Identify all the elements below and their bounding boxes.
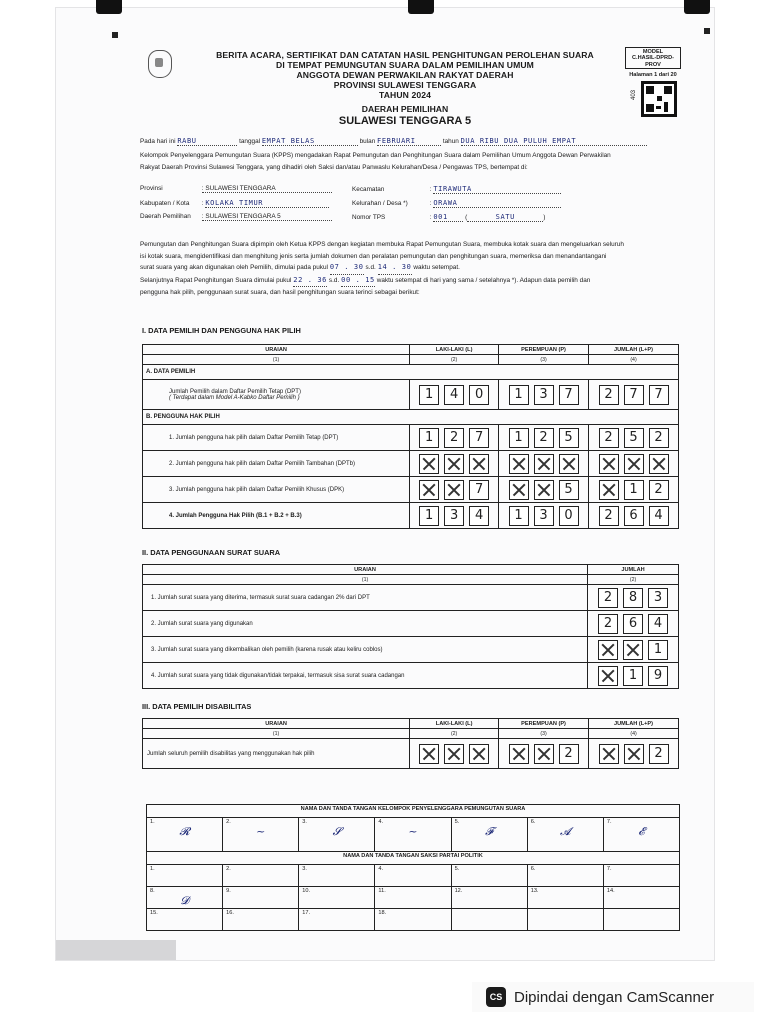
crossed-box[interactable]: [623, 640, 643, 660]
digit-box[interactable]: 0: [559, 506, 579, 526]
model-line: PROV: [645, 61, 661, 68]
crossed-box[interactable]: [509, 480, 529, 500]
digit-box[interactable]: 2: [599, 506, 619, 526]
saksi-signature-slot[interactable]: [603, 865, 679, 887]
saksi-signature-slot[interactable]: [375, 909, 451, 931]
table-row: [143, 663, 679, 689]
slot-number: 1.: [150, 866, 155, 872]
digit-box[interactable]: 2: [444, 428, 464, 448]
kpps-signature-slot[interactable]: [147, 818, 223, 852]
slot-number: 4.: [378, 819, 384, 825]
binder-clip: [96, 0, 122, 14]
col-number: (2): [588, 575, 679, 585]
digit-box[interactable]: 6: [624, 506, 644, 526]
table-row: [143, 425, 679, 451]
crossed-box[interactable]: [624, 454, 644, 474]
digit-box[interactable]: 1: [623, 666, 643, 686]
slot-number: 8.: [150, 888, 155, 894]
col-header: JUMLAH (L+P): [589, 719, 679, 729]
slot-number: 14.: [606, 888, 615, 894]
col-number: (2): [410, 729, 499, 739]
saksi-signature-slot[interactable]: [603, 887, 679, 909]
saksi-signature-slot[interactable]: [223, 909, 299, 931]
body-line: pengguna hak pilih, penggunaan surat suara, dan hasil penghitungan suara terinci sebagai berikut:: [140, 289, 420, 297]
digit-box[interactable]: 3: [444, 506, 464, 526]
row-label: 2. Jumlah surat suara yang digunakan: [143, 611, 588, 637]
saksi-signature-slot[interactable]: [603, 909, 679, 931]
kpps-signature-slot[interactable]: [375, 818, 451, 852]
col-number: (4): [589, 729, 679, 739]
saksi-signature-slot[interactable]: [299, 909, 375, 931]
col-header: JUMLAH (L+P): [589, 345, 679, 355]
slot-number: 2.: [226, 866, 231, 872]
digit-box[interactable]: 2: [559, 744, 579, 764]
table-row: [143, 477, 679, 503]
row-label: 4. Jumlah Pengguna Hak Pilih (B.1 + B.2 + B.3): [143, 503, 410, 529]
digit-box[interactable]: 2: [598, 588, 618, 608]
kabupaten-row: Kabupaten / Kota : KOLAKA TIMUR: [140, 199, 329, 208]
table-row: [143, 611, 679, 637]
category-b: B. PENGGUNA HAK PILIH: [143, 410, 679, 425]
slot-number: 11.: [378, 888, 386, 894]
scanner-text: Dipindai dengan CamScanner: [514, 988, 715, 1006]
side-code: 403: [631, 89, 638, 101]
digit-box[interactable]: 5: [624, 428, 644, 448]
digit-box[interactable]: 3: [648, 588, 668, 608]
sd-label: s.d.: [328, 276, 340, 284]
crossed-box[interactable]: [509, 744, 529, 764]
provinsi-value[interactable]: : SULAWESI TENGGARA: [202, 185, 332, 193]
col-header: URAIAN: [143, 345, 410, 355]
saksi-signature-slot[interactable]: [223, 887, 299, 909]
kpps-signature-slot[interactable]: [223, 818, 299, 852]
title-line: PROVINSI SULAWESI TENGGARA: [333, 80, 477, 90]
digit-box[interactable]: 2: [649, 480, 669, 500]
crossed-box[interactable]: [469, 744, 489, 764]
crossed-box[interactable]: [444, 480, 464, 500]
saksi-signature-slot[interactable]: [147, 865, 223, 887]
kpps-signature-slot[interactable]: [527, 818, 603, 852]
digit-box[interactable]: 1: [419, 428, 439, 448]
signature-mark: 𝓔: [638, 825, 645, 838]
page-number: Halaman 1 dari 20: [629, 72, 677, 78]
voter-data-table: [142, 344, 679, 529]
crossed-box[interactable]: [559, 454, 579, 474]
body-text: Selanjutnya Rapat Penghitungan Suara dimulai pukul: [140, 276, 292, 284]
section3-title: III. DATA PEMILIH DISABILITAS: [142, 702, 252, 711]
saksi-signature-slot[interactable]: [375, 865, 451, 887]
sd-label: s.d.: [365, 264, 376, 272]
digit-box[interactable]: 1: [624, 480, 644, 500]
section1-title: I. DATA PEMILIH DAN PENGGUNA HAK PILIH: [142, 326, 301, 335]
saksi-signature-slot[interactable]: [299, 887, 375, 909]
ballot-usage-table: [142, 564, 679, 689]
body-text: waktu setempat.: [413, 264, 460, 272]
crossed-box[interactable]: [534, 480, 554, 500]
col-header: URAIAN: [143, 719, 410, 729]
crossed-box[interactable]: [624, 744, 644, 764]
table-row: [143, 503, 679, 529]
crossed-box[interactable]: [419, 744, 439, 764]
crossed-box[interactable]: [419, 454, 439, 474]
slot-number: 2.: [226, 819, 231, 825]
saksi-signature-slot[interactable]: [527, 865, 603, 887]
tahun-field[interactable]: DUA RIBU DUA PULUH EMPAT: [461, 137, 647, 146]
jumlah-cell: [589, 380, 679, 410]
tps-number-field[interactable]: 001: [433, 213, 463, 222]
saksi-signature-slot[interactable]: [375, 887, 451, 909]
table-row: [143, 585, 679, 611]
kpu-logo: [148, 50, 172, 78]
title-line: ANGGOTA DEWAN PERWAKILAN RAKYAT DAERAH: [296, 70, 514, 80]
saksi-title: NAMA DAN TANDA TANGAN SAKSI PARTAI POLITIK: [147, 852, 680, 865]
saksi-signature-slot[interactable]: [527, 909, 603, 931]
kabupaten-label: Kabupaten / Kota: [140, 200, 190, 207]
digit-box[interactable]: 8: [623, 588, 643, 608]
saksi-signature-slot[interactable]: [451, 887, 527, 909]
kecamatan-row: Kecamatan : TIRAWUTA: [352, 185, 561, 194]
saksi-signature-slot[interactable]: [527, 887, 603, 909]
col-header: PEREMPUAN (P): [499, 719, 589, 729]
procedure-paragraph: [140, 239, 685, 299]
scan-mark: [704, 28, 710, 34]
section2-title: II. DATA PENGGUNAAN SURAT SUARA: [142, 548, 281, 557]
binder-clip: [684, 0, 710, 14]
tahun-label: tahun: [442, 138, 459, 145]
intro-line: Rakyat Daerah Provinsi Sulawesi Tenggara, yang dihadiri oleh Saksi dan/atau Panwaslu Kelurahan/Desa / Pengawas TPS, bertempat di:: [140, 163, 528, 171]
category-a: A. DATA PEMILIH: [143, 365, 679, 380]
kpps-signature-slot[interactable]: [299, 818, 375, 852]
dapil-label: Daerah Pemilihan: [140, 213, 191, 220]
row-label: 2. Jumlah pengguna hak pilih dalam Daftar Pemilih Tambahan (DPTb): [143, 451, 410, 477]
slot-number: 6.: [530, 866, 536, 872]
body-text: waktu setempat di hari yang sama / setelahnya *). Adapun data pemilih dan: [376, 276, 591, 284]
col-header: LAKI-LAKI (L): [410, 719, 499, 729]
title-line: BERITA ACARA, SERTIFIKAT DAN CATATAN HASIL PENGHITUNGAN PEROLEHAN SUARA: [216, 50, 594, 60]
col-header: JUMLAH: [588, 565, 679, 575]
crossed-box[interactable]: [599, 454, 619, 474]
col-number: (1): [143, 729, 410, 739]
digit-box[interactable]: 2: [599, 428, 619, 448]
slot-number: 6.: [530, 819, 536, 825]
col-header: URAIAN: [143, 565, 588, 575]
body-line-time: [140, 262, 685, 275]
slot-number: 18.: [378, 910, 387, 916]
model-line: C.HASIL-DPRD-: [632, 55, 674, 62]
crossed-box[interactable]: [444, 454, 464, 474]
body-line: isi kotak suara, mengidentifikasi dan menghitung jenis serta jumlah dokumen dan peralatan pemungutan dan penghitungan suara, memeriksa dan menandantangani: [140, 252, 607, 260]
crossed-box[interactable]: [598, 640, 618, 660]
digit-box[interactable]: 1: [648, 640, 668, 660]
slot-number: 5.: [454, 819, 460, 825]
kelurahan-label: Kelurahan / Desa *): [352, 200, 408, 207]
body-line: Pemungutan dan Penghitungan Suara dipimpin oleh Ketua KPPS dengan kegiatan membuka Rapat Pemungutan Suara, membuka kotak suara dan mengeluarkan seluruh: [140, 241, 624, 248]
digit-box[interactable]: 4: [648, 614, 668, 634]
signature-mark: 𝓓: [180, 894, 189, 907]
crossed-box[interactable]: [444, 744, 464, 764]
crossed-box[interactable]: [534, 744, 554, 764]
dapil-row: [140, 213, 332, 221]
camscanner-icon: CS: [486, 987, 506, 1007]
digit-box[interactable]: 4: [649, 506, 669, 526]
day-field[interactable]: RABU: [177, 137, 237, 146]
crossed-box[interactable]: [599, 480, 619, 500]
form-title: [200, 50, 610, 100]
row-label: 1. Jumlah pengguna hak pilih dalam Daftar Pemilih Tetap (DPT): [143, 425, 410, 451]
col-number: (1): [143, 575, 588, 585]
binder-clip: [408, 0, 434, 14]
region-name: SULAWESI TENGGARA 5: [338, 115, 472, 127]
start-time-field[interactable]: 07 . 30: [330, 262, 364, 275]
crossed-box[interactable]: [599, 744, 619, 764]
digit-box[interactable]: 1: [419, 385, 439, 405]
provinsi-row: [140, 185, 332, 193]
col-number: (2): [410, 355, 499, 365]
dpt-label: Jumlah Pemilih dalam Daftar Pemilih Tetap (DPT): [169, 388, 301, 395]
count-start-field[interactable]: 22 . 36: [293, 275, 327, 288]
signature-mark: 𝓡: [179, 825, 190, 838]
saksi-signature-slot[interactable]: [147, 887, 223, 909]
tps-words-field[interactable]: SATU: [467, 213, 543, 222]
digit-box[interactable]: 7: [469, 480, 489, 500]
bulan-label: bulan: [359, 138, 376, 145]
slot-number: 1.: [150, 819, 155, 825]
table-row: [143, 739, 679, 769]
laki-cell: [410, 380, 499, 410]
date-line: [140, 137, 647, 146]
digit-box[interactable]: 5: [559, 428, 579, 448]
title-line: TAHUN 2024: [379, 90, 431, 100]
digit-box[interactable]: 5: [559, 480, 579, 500]
digit-box[interactable]: 7: [469, 428, 489, 448]
digit-box[interactable]: 1: [509, 506, 529, 526]
row-label: Jumlah seluruh pemilih disabilitas yang menggunakan hak pilih: [143, 739, 410, 769]
col-number: (3): [499, 355, 589, 365]
digit-box[interactable]: 1: [419, 506, 439, 526]
scan-mark: [112, 32, 118, 38]
digit-box[interactable]: 2: [649, 428, 669, 448]
kabupaten-value[interactable]: KOLAKA TIMUR: [205, 199, 329, 208]
digit-box[interactable]: 3: [534, 385, 554, 405]
slot-number: 5.: [454, 866, 460, 872]
digit-box[interactable]: 1: [509, 385, 529, 405]
signature-mark: 𝓕: [485, 825, 494, 838]
table-row: [143, 637, 679, 663]
digit-box[interactable]: 7: [624, 385, 644, 405]
row-label: 3. Jumlah pengguna hak pilih dalam Daftar Pemilih Khusus (DPK): [143, 477, 410, 503]
date-prefix: Pada hari ini: [140, 138, 176, 145]
slot-number: 12.: [454, 888, 463, 894]
crossed-box[interactable]: [534, 454, 554, 474]
slot-number: 7.: [606, 819, 612, 825]
row-label: 4. Jumlah surat suara yang tidak digunakan/tidak terpakai, termasuk sisa surat suara cadangan: [143, 663, 588, 689]
signature-mark: 𝓢: [332, 825, 342, 838]
row-label: 3. Jumlah surat suara yang dikembalikan oleh pemilih (karena rusak atau keliru coblos): [143, 637, 588, 663]
col-number: (1): [143, 355, 410, 365]
slot-number: 9.: [226, 888, 231, 894]
crossed-box[interactable]: [649, 454, 669, 474]
digit-box[interactable]: 9: [648, 666, 668, 686]
tps-row: Nomor TPS : 001 ( SATU ): [352, 213, 546, 221]
digit-box[interactable]: 6: [623, 614, 643, 634]
crossed-box[interactable]: [509, 454, 529, 474]
scanner-watermark: [472, 982, 754, 1012]
torn-edge: [56, 940, 176, 960]
model-line: MODEL: [642, 49, 664, 55]
slot-number: 7.: [606, 866, 612, 872]
dapil-value[interactable]: : SULAWESI TENGGARA 5: [202, 213, 332, 221]
digit-box[interactable]: 7: [559, 385, 579, 405]
digit-box[interactable]: 2: [599, 385, 619, 405]
table-row: [143, 451, 679, 477]
end-time-field[interactable]: 14 . 30: [378, 262, 412, 275]
slot-number: 3.: [302, 819, 307, 825]
kpps-title: NAMA DAN TANDA TANGAN KELOMPOK PENYELENGGARA PEMUNGUTAN SUARA: [147, 805, 680, 818]
row-label: [143, 380, 410, 410]
model-code-box: [625, 47, 681, 69]
saksi-signature-slot[interactable]: [451, 865, 527, 887]
slot-number: 13.: [530, 888, 539, 894]
intro-paragraph: [140, 150, 685, 173]
crossed-box[interactable]: [469, 454, 489, 474]
kecamatan-value[interactable]: TIRAWUTA: [433, 185, 561, 194]
digit-box[interactable]: 2: [534, 428, 554, 448]
signature-mark: ~: [408, 825, 418, 838]
digit-box[interactable]: 4: [444, 385, 464, 405]
col-header: LAKI-LAKI (L): [410, 345, 499, 355]
saksi-signature-slot[interactable]: [223, 865, 299, 887]
perempuan-cell: [499, 380, 589, 410]
disability-table: [142, 718, 679, 769]
slot-number: 15.: [150, 910, 158, 916]
col-number: (3): [499, 729, 589, 739]
crossed-box[interactable]: [598, 666, 618, 686]
tps-label: Nomor TPS: [352, 214, 386, 221]
kecamatan-label: Kecamatan: [352, 186, 385, 193]
signature-mark: ~: [256, 825, 266, 838]
provinsi-label: Provinsi: [140, 185, 163, 192]
digit-box[interactable]: 7: [649, 385, 669, 405]
digit-box[interactable]: 2: [598, 614, 618, 634]
col-header: PEREMPUAN (P): [499, 345, 589, 355]
crossed-box[interactable]: [419, 480, 439, 500]
tanggal-field[interactable]: EMPAT BELAS: [262, 137, 358, 146]
kelurahan-row: Kelurahan / Desa *) : ORAWA: [352, 199, 561, 208]
tanggal-label: tanggal: [239, 138, 261, 145]
signature-table: [146, 804, 680, 931]
slot-number: 17.: [302, 910, 311, 916]
digit-box[interactable]: 1: [509, 428, 529, 448]
slot-number: 10.: [302, 888, 311, 894]
bulan-field[interactable]: FEBRUARI: [377, 137, 441, 146]
signature-mark: 𝓐: [559, 825, 571, 838]
col-number: (4): [589, 355, 679, 365]
digit-box[interactable]: 3: [534, 506, 554, 526]
region-label: DAERAH PEMILIHAN: [361, 104, 449, 114]
digit-box[interactable]: 4: [469, 506, 489, 526]
saksi-signature-slot[interactable]: [451, 909, 527, 931]
saksi-signature-slot[interactable]: [299, 865, 375, 887]
dpt-note: ( Terdapat dalam Model A-Kabko Daftar Pemilih ): [169, 394, 300, 401]
body-text: surat suara yang akan digunakan oleh Pemilih, dimulai pada pukul: [140, 264, 328, 272]
slot-number: 16.: [226, 910, 234, 916]
kpps-signature-slot[interactable]: [451, 818, 527, 852]
intro-line: Kelompok Penyelenggara Pemungutan Suara (KPPS) mengadakan Rapat Pemungutan dan Penghitungan Suara dalam Pemilihan Umum Anggota Dewan Perwakilan: [140, 152, 611, 159]
kelurahan-value[interactable]: ORAWA: [433, 199, 561, 208]
title-line: DI TEMPAT PEMUNGUTAN SUARA DALAM PEMILIHAN UMUM: [276, 60, 534, 70]
qr-code-icon: [641, 81, 677, 117]
row-label: 1. Jumlah surat suara yang diterima, termasuk surat suara cadangan 2% dari DPT: [143, 585, 588, 611]
slot-number: 4.: [378, 866, 384, 872]
kpps-signature-slot[interactable]: [603, 818, 679, 852]
saksi-signature-slot[interactable]: [147, 909, 223, 931]
digit-box[interactable]: 0: [469, 385, 489, 405]
slot-number: 3.: [302, 866, 307, 872]
table-row: [143, 380, 679, 410]
digit-box[interactable]: 2: [649, 744, 669, 764]
count-end-field[interactable]: 00 . 15: [341, 275, 375, 288]
body-line-count: [140, 275, 685, 288]
